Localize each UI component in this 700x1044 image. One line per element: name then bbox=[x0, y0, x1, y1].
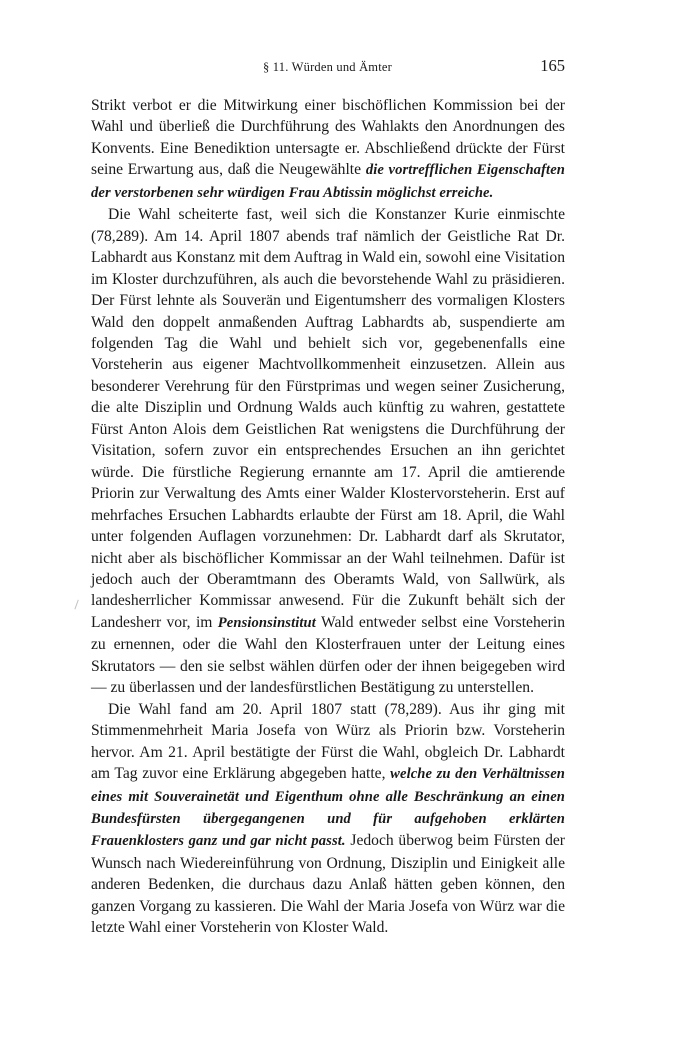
margin-pencil-mark bbox=[74, 600, 81, 611]
quoted-source-text: die vortrefflichen Eigenschaften der verstorbenen sehr würdigen Frau Abtissin möglichst erreiche. bbox=[91, 162, 565, 201]
text-run: Strikt verbot er die Mitwirkung einer bischöflichen Kommission bei der Wahl und überließ die Durchführung des Wahlakts den Anordnungen des Konvents. Eine Benediktion untersagte er. Abschließend drückte der Fürst seine Erwartung aus, daß die Neugewählte bbox=[91, 97, 565, 179]
page-number: 165 bbox=[540, 56, 565, 75]
paragraph-2 bbox=[91, 204, 565, 698]
body-text bbox=[91, 95, 565, 939]
running-title: § 11. Würden und Ämter bbox=[262, 60, 393, 74]
text-run: Die Wahl scheiterte fast, weil sich die Konstanzer Kurie einmischte (78,289). Am 14. April 1807 abends traf nämlich der Geistliche Rat Dr. Labhardt aus Konstanz mit dem Auftrag in Wald ein, sowohl eine Visitation im Kloster durchzuführen, als auch die bevorstehende Wahl zu präsidieren. Der Fürst lehnte als Souverän und Eigentumsherr des vormaligen Klosters Wald den doppelt anmaßenden Auftrag Labhardts ab, suspendierte am folgenden Tag die Wahl und behielt sich vor, gegebenenfalls eine Vorsteherin aus eigener Machtvollkommenheit einzusetzen. Allein aus besonderer Verehrung für den Fürstprimas und wegen seiner Zusicherung, die alte Disziplin und Ordnung Walds auch künftig zu wahren, gestattete Fürst Anton Alois dem Geistlichen Rat wenigstens die Durchführung der Visitation, sofern zuvor ein entsprechendes Ersuchen an ihn gerichtet würde. Die fürstliche Regierung ernannte am 17. April die amtierende Priorin zur Verwaltung des Amts einer Walder Klostervorsteherin. Erst auf mehrfaches Ersuchen Labhardts erlaubte der Fürst am 18. April, die Wahl unter folgenden Auflagen vorzunehmen: Dr. Labhardt darf als Skrutator, nicht aber als bischöflicher Kommissar an der Wahl teilnehmen. Dafür ist jedoch auch der Oberamtmann des Oberamts Wald, von Sallwürk, als landesherrlicher Kommissar anwesend. Für die Zukunft behält sich der Landesherr vor, im bbox=[91, 206, 565, 631]
paragraph-1 bbox=[91, 95, 565, 204]
text-run: Jedoch überwog beim Fürsten der Wunsch nach Wiedereinführung von Ordnung, Disziplin und Einigkeit alle anderen Bedenken, die durchaus dazu Anlaß hätten geben können, den ganzen Vorgang zu kassieren. Die Wahl der Maria Josefa von Würz war die letzte Wahl einer Vorsteherin von Kloster Wald. bbox=[91, 832, 565, 937]
paragraph-3 bbox=[91, 699, 565, 939]
quoted-source-text: welche zu den Verhältnissen eines mit Souverainetät und Eigenthum ohne alle Beschränkung an einen Bundesfürsten übergegangenen und für aufgehoben erklärten Frauenklosters ganz und gar nicht passt. bbox=[91, 766, 565, 850]
page-header bbox=[90, 56, 565, 80]
quoted-source-text: Pensionsinstitut bbox=[217, 614, 316, 631]
text-run: Die Wahl fand am 20. April 1807 statt (78,289). Aus ihr ging mit Stimmenmehrheit Maria Josefa von Würz als Priorin bzw. Vorsteherin hervor. Am 21. April bestätigte der Fürst die Wahl, obgleich Dr. Labhardt am Tag zuvor eine Erklärung abgegeben hatte, bbox=[91, 700, 565, 783]
text-run: Wald entweder selbst eine Vorsteherin zu ernennen, oder die Wahl den Klosterfrauen unter der Leitung eines Skrutators — den sie selbst wählen dürfen oder der ihnen beigegeben wird — zu überlassen und der landesfürstlichen Bestätigung zu unterstellen. bbox=[91, 613, 566, 697]
